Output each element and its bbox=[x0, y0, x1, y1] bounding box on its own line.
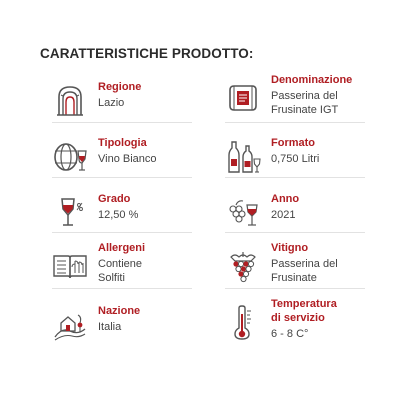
feature-label: Allergeni bbox=[98, 242, 146, 254]
feature-allergeni bbox=[52, 242, 190, 290]
open-book-icon bbox=[52, 248, 88, 284]
divider bbox=[52, 122, 192, 123]
feature-value: Italia bbox=[98, 321, 122, 333]
feature-label: Tipologia bbox=[98, 137, 147, 149]
archway-icon bbox=[52, 83, 88, 119]
grapes-glass-icon bbox=[225, 195, 261, 231]
feature-value: 12,50 % bbox=[98, 209, 139, 221]
feature-denominazione bbox=[225, 74, 363, 122]
divider bbox=[52, 288, 192, 289]
feature-value: 6 - 8 C° bbox=[271, 328, 309, 340]
feature-label: Nazione bbox=[98, 305, 141, 317]
feature-temperatura bbox=[225, 298, 363, 346]
divider bbox=[52, 232, 192, 233]
feature-anno bbox=[225, 193, 363, 241]
countryside-icon bbox=[52, 307, 88, 343]
feature-vitigno bbox=[225, 242, 363, 290]
feature-value: Passerina del bbox=[271, 90, 338, 102]
feature-label: Anno bbox=[271, 193, 300, 205]
divider bbox=[225, 177, 365, 178]
wine-label-icon bbox=[225, 80, 261, 116]
feature-value: 2021 bbox=[271, 209, 296, 221]
divider bbox=[225, 288, 365, 289]
feature-label-line2: di servizio bbox=[271, 312, 325, 324]
divider bbox=[225, 232, 365, 233]
feature-value-line2: Frusinate IGT bbox=[271, 104, 339, 116]
feature-label: Regione bbox=[98, 81, 142, 93]
barrel-glass-icon bbox=[52, 139, 88, 175]
feature-value-line2: Solfiti bbox=[98, 272, 125, 284]
divider bbox=[225, 122, 365, 123]
wine-glass-icon bbox=[52, 195, 88, 231]
feature-label: Denominazione bbox=[271, 74, 353, 86]
feature-label: Grado bbox=[98, 193, 131, 205]
section-heading: CARATTERISTICHE PRODOTTO: bbox=[40, 46, 254, 61]
bottles-icon bbox=[225, 139, 261, 175]
grape-bunch-icon bbox=[225, 248, 261, 284]
feature-value: Lazio bbox=[98, 97, 125, 109]
feature-nazione bbox=[52, 305, 190, 353]
divider bbox=[52, 177, 192, 178]
feature-grado bbox=[52, 193, 190, 241]
thermometer-icon bbox=[225, 304, 261, 340]
feature-value-line2: Frusinate bbox=[271, 272, 317, 284]
feature-value: Contiene bbox=[98, 258, 143, 270]
feature-label: Temperatura bbox=[271, 298, 337, 310]
feature-value: 0,750 Litri bbox=[271, 153, 320, 165]
feature-label: Formato bbox=[271, 137, 315, 149]
feature-label: Vitigno bbox=[271, 242, 309, 254]
feature-value: Vino Bianco bbox=[98, 153, 157, 165]
feature-value: Passerina del bbox=[271, 258, 338, 270]
